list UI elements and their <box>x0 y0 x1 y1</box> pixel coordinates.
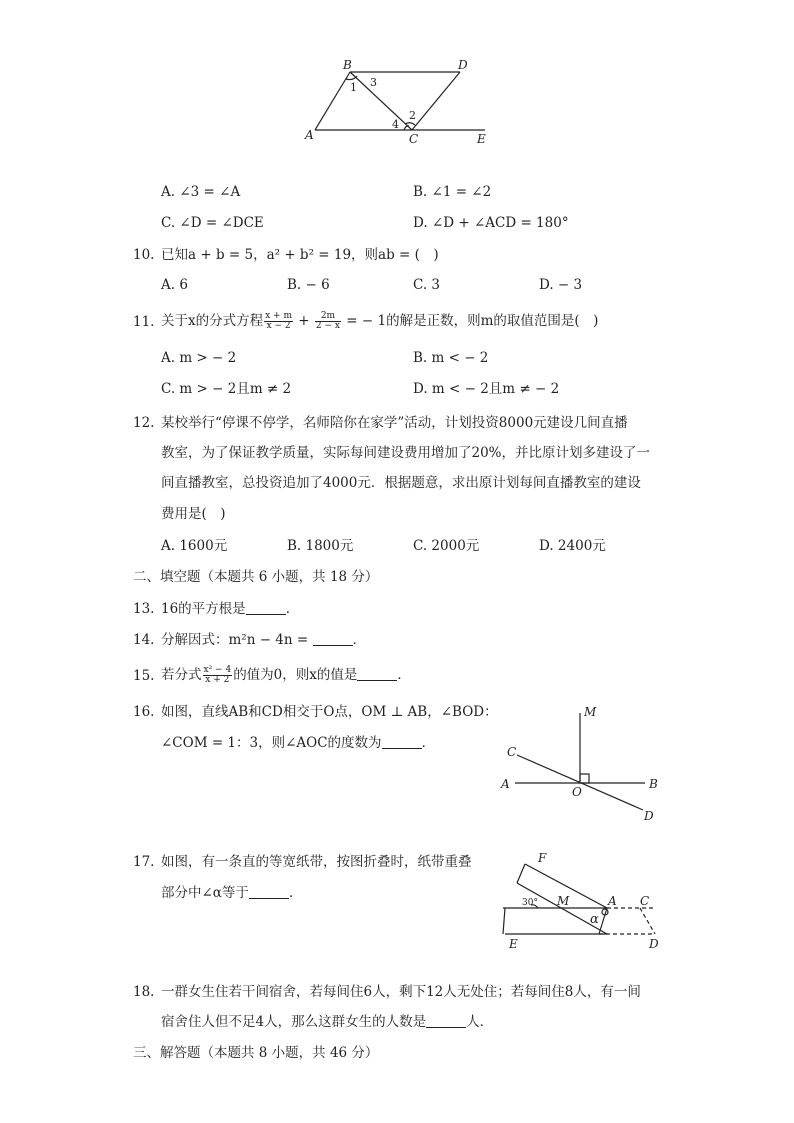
q13-stem-pre: 16的平方根是 <box>161 601 246 617</box>
q11-fraction-1-num: x + m <box>265 311 292 321</box>
fig9-angle-4: 4 <box>392 118 399 131</box>
fig16-label-B: B <box>649 777 658 791</box>
q15-fraction <box>203 666 233 685</box>
q10-option-c: C. 3 <box>413 277 441 293</box>
q15-stem <box>161 663 411 687</box>
fig17-label-M: M <box>557 894 570 908</box>
q9-option-b: B. ∠1 = ∠2 <box>413 184 492 200</box>
fig16-label-D: D <box>644 809 654 823</box>
q17-line-2 <box>161 884 302 902</box>
fig9-label-A: A <box>305 128 314 142</box>
fig17-label-F: F <box>538 851 547 865</box>
section-3-heading: 三、解答题（本题共 8 小题，共 46 分） <box>133 1045 379 1061</box>
q12-line-2: 教室，为了保证教学质量，实际每间建设费用增加了20%，并比原计划多建设了一 <box>161 445 651 461</box>
q10-option-b: B. − 6 <box>287 277 330 293</box>
q13-number: 13. <box>133 601 155 617</box>
q15-number: 15. <box>133 668 155 684</box>
q17-number: 17. <box>133 854 155 870</box>
q11-fraction-2 <box>315 312 341 331</box>
q10-number: 10. <box>133 247 155 263</box>
q11-option-d: D. m < − 2且m ≠ − 2 <box>413 381 560 397</box>
q15-fraction-den: x + 2 <box>205 675 230 685</box>
q11-stem-post: = − 1的解是正数，则m的取值范围是( ) <box>341 313 599 329</box>
q14-answer-blank[interactable] <box>313 631 353 646</box>
q18-line-1: 一群女生住若干间宿舍，若每间住6人，剩下12人无处住；若每间住8人，有一间 <box>161 984 641 1000</box>
section-2-heading: 二、填空题（本题共 6 小题，共 18 分） <box>133 569 379 585</box>
q11-plus: + <box>294 313 314 329</box>
q12-option-b: B. 1800元 <box>287 538 354 554</box>
q12-option-d: D. 2400元 <box>539 538 606 554</box>
q11-fraction-1 <box>264 312 293 331</box>
q16-figure <box>495 700 670 825</box>
q11-option-b: B. m < − 2 <box>413 350 489 366</box>
q12-line-4: 费用是( ) <box>161 506 226 522</box>
q18-line-2-pre: 宿舍住人但不足4人，那么这群女生的人数是 <box>161 1014 427 1030</box>
fig9-angle-2: 2 <box>409 109 416 122</box>
fig9-label-C: C <box>409 132 419 146</box>
q12-option-c: C. 2000元 <box>413 538 480 554</box>
q14-stem <box>161 631 366 649</box>
fig17-label-A: A <box>608 894 617 908</box>
fig9-angle-3: 3 <box>370 76 377 89</box>
q13-stem-post: ． <box>285 601 300 617</box>
fig16-label-O: O <box>572 785 582 799</box>
q14-stem-post: ． <box>352 632 366 648</box>
q14-number: 14. <box>133 632 155 648</box>
q9-option-a: A. ∠3 = ∠A <box>161 184 241 200</box>
q12-line-3: 间直播教室，总投资追加了4000元．根据题意，求出原计划每间直播教室的建设 <box>161 475 641 491</box>
q9-option-c: C. ∠D = ∠DCE <box>161 215 264 231</box>
fig17-label-C: C <box>640 894 650 908</box>
fig9-label-D: D <box>458 58 468 72</box>
q10-option-d: D. − 3 <box>539 277 583 293</box>
q15-answer-blank[interactable] <box>357 666 397 681</box>
q9-figure <box>300 55 500 150</box>
fig16-label-M: M <box>584 705 597 719</box>
q16-number: 16. <box>133 704 155 720</box>
q11-stem-pre: 关于x的分式方程 <box>161 313 264 329</box>
q11-fraction-2-den: 2 − x <box>315 321 340 331</box>
q15-stem-mid: 的值为0，则x的值是 <box>233 667 358 683</box>
q15-stem-post: ． <box>397 667 411 683</box>
q16-stem-post: ． <box>421 735 436 751</box>
q11-stem <box>161 309 598 333</box>
q10-stem: 已知a + b = 5，a² + b² = 19，则ab = ( ) <box>161 247 439 263</box>
q17-stem-post: ． <box>288 885 303 901</box>
fig9-label-E: E <box>477 132 486 146</box>
fig17-alpha: α <box>590 912 599 927</box>
q18-answer-blank[interactable] <box>426 1013 466 1028</box>
q11-fraction-2-num: 2m <box>315 312 341 322</box>
q17-figure <box>495 848 670 953</box>
q12-line-1: 某校举行“停课不停学，名师陪你在家学”活动，计划投资8000元建设几间直播 <box>161 415 628 431</box>
q16-answer-blank[interactable] <box>382 734 422 749</box>
q15-fraction-num: x² − 4 <box>203 665 232 675</box>
fig9-label-B: B <box>343 58 352 72</box>
fig9-angle-1: 1 <box>350 81 357 94</box>
fig17-label-E: E <box>509 937 518 951</box>
q10-option-a: A. 6 <box>161 277 188 293</box>
q11-option-c: C. m > − 2且m ≠ 2 <box>161 381 292 397</box>
q15-stem-pre: 若分式 <box>161 667 202 683</box>
q17-answer-blank[interactable] <box>249 884 289 899</box>
q18-stem-post: 人． <box>466 1014 494 1030</box>
q17-line-1: 如图，有一条直的等宽纸带，按图折叠时，纸带重叠 <box>161 854 472 870</box>
q12-option-a: A. 1600元 <box>161 538 228 554</box>
q16-line-1: 如图，直线AB和CD相交于O点，OM ⊥ AB，∠BOD： <box>161 704 498 720</box>
q13-stem <box>161 600 299 618</box>
q9-option-d: D. ∠D + ∠ACD = 180° <box>413 215 569 231</box>
q13-answer-blank[interactable] <box>246 600 286 615</box>
q11-option-a: A. m > − 2 <box>161 350 237 366</box>
q12-number: 12. <box>133 415 155 431</box>
fig17-label-D: D <box>649 937 659 951</box>
q14-stem-pre: 分解因式：m²n − 4n = <box>161 632 309 648</box>
fig16-label-C: C <box>507 745 517 759</box>
q18-line-2 <box>161 1013 493 1031</box>
fig16-label-A: A <box>501 777 510 791</box>
q16-line-2 <box>161 734 435 752</box>
q17-line-2-pre: 部分中∠α等于 <box>161 885 249 901</box>
q16-line-2-pre: ∠COM = 1：3，则∠AOC的度数为 <box>161 735 382 751</box>
fig17-angle-30: 30° <box>522 898 538 908</box>
q11-number: 11. <box>133 314 155 330</box>
q11-fraction-1-den: x − 2 <box>266 321 291 331</box>
q18-number: 18. <box>133 984 155 1000</box>
